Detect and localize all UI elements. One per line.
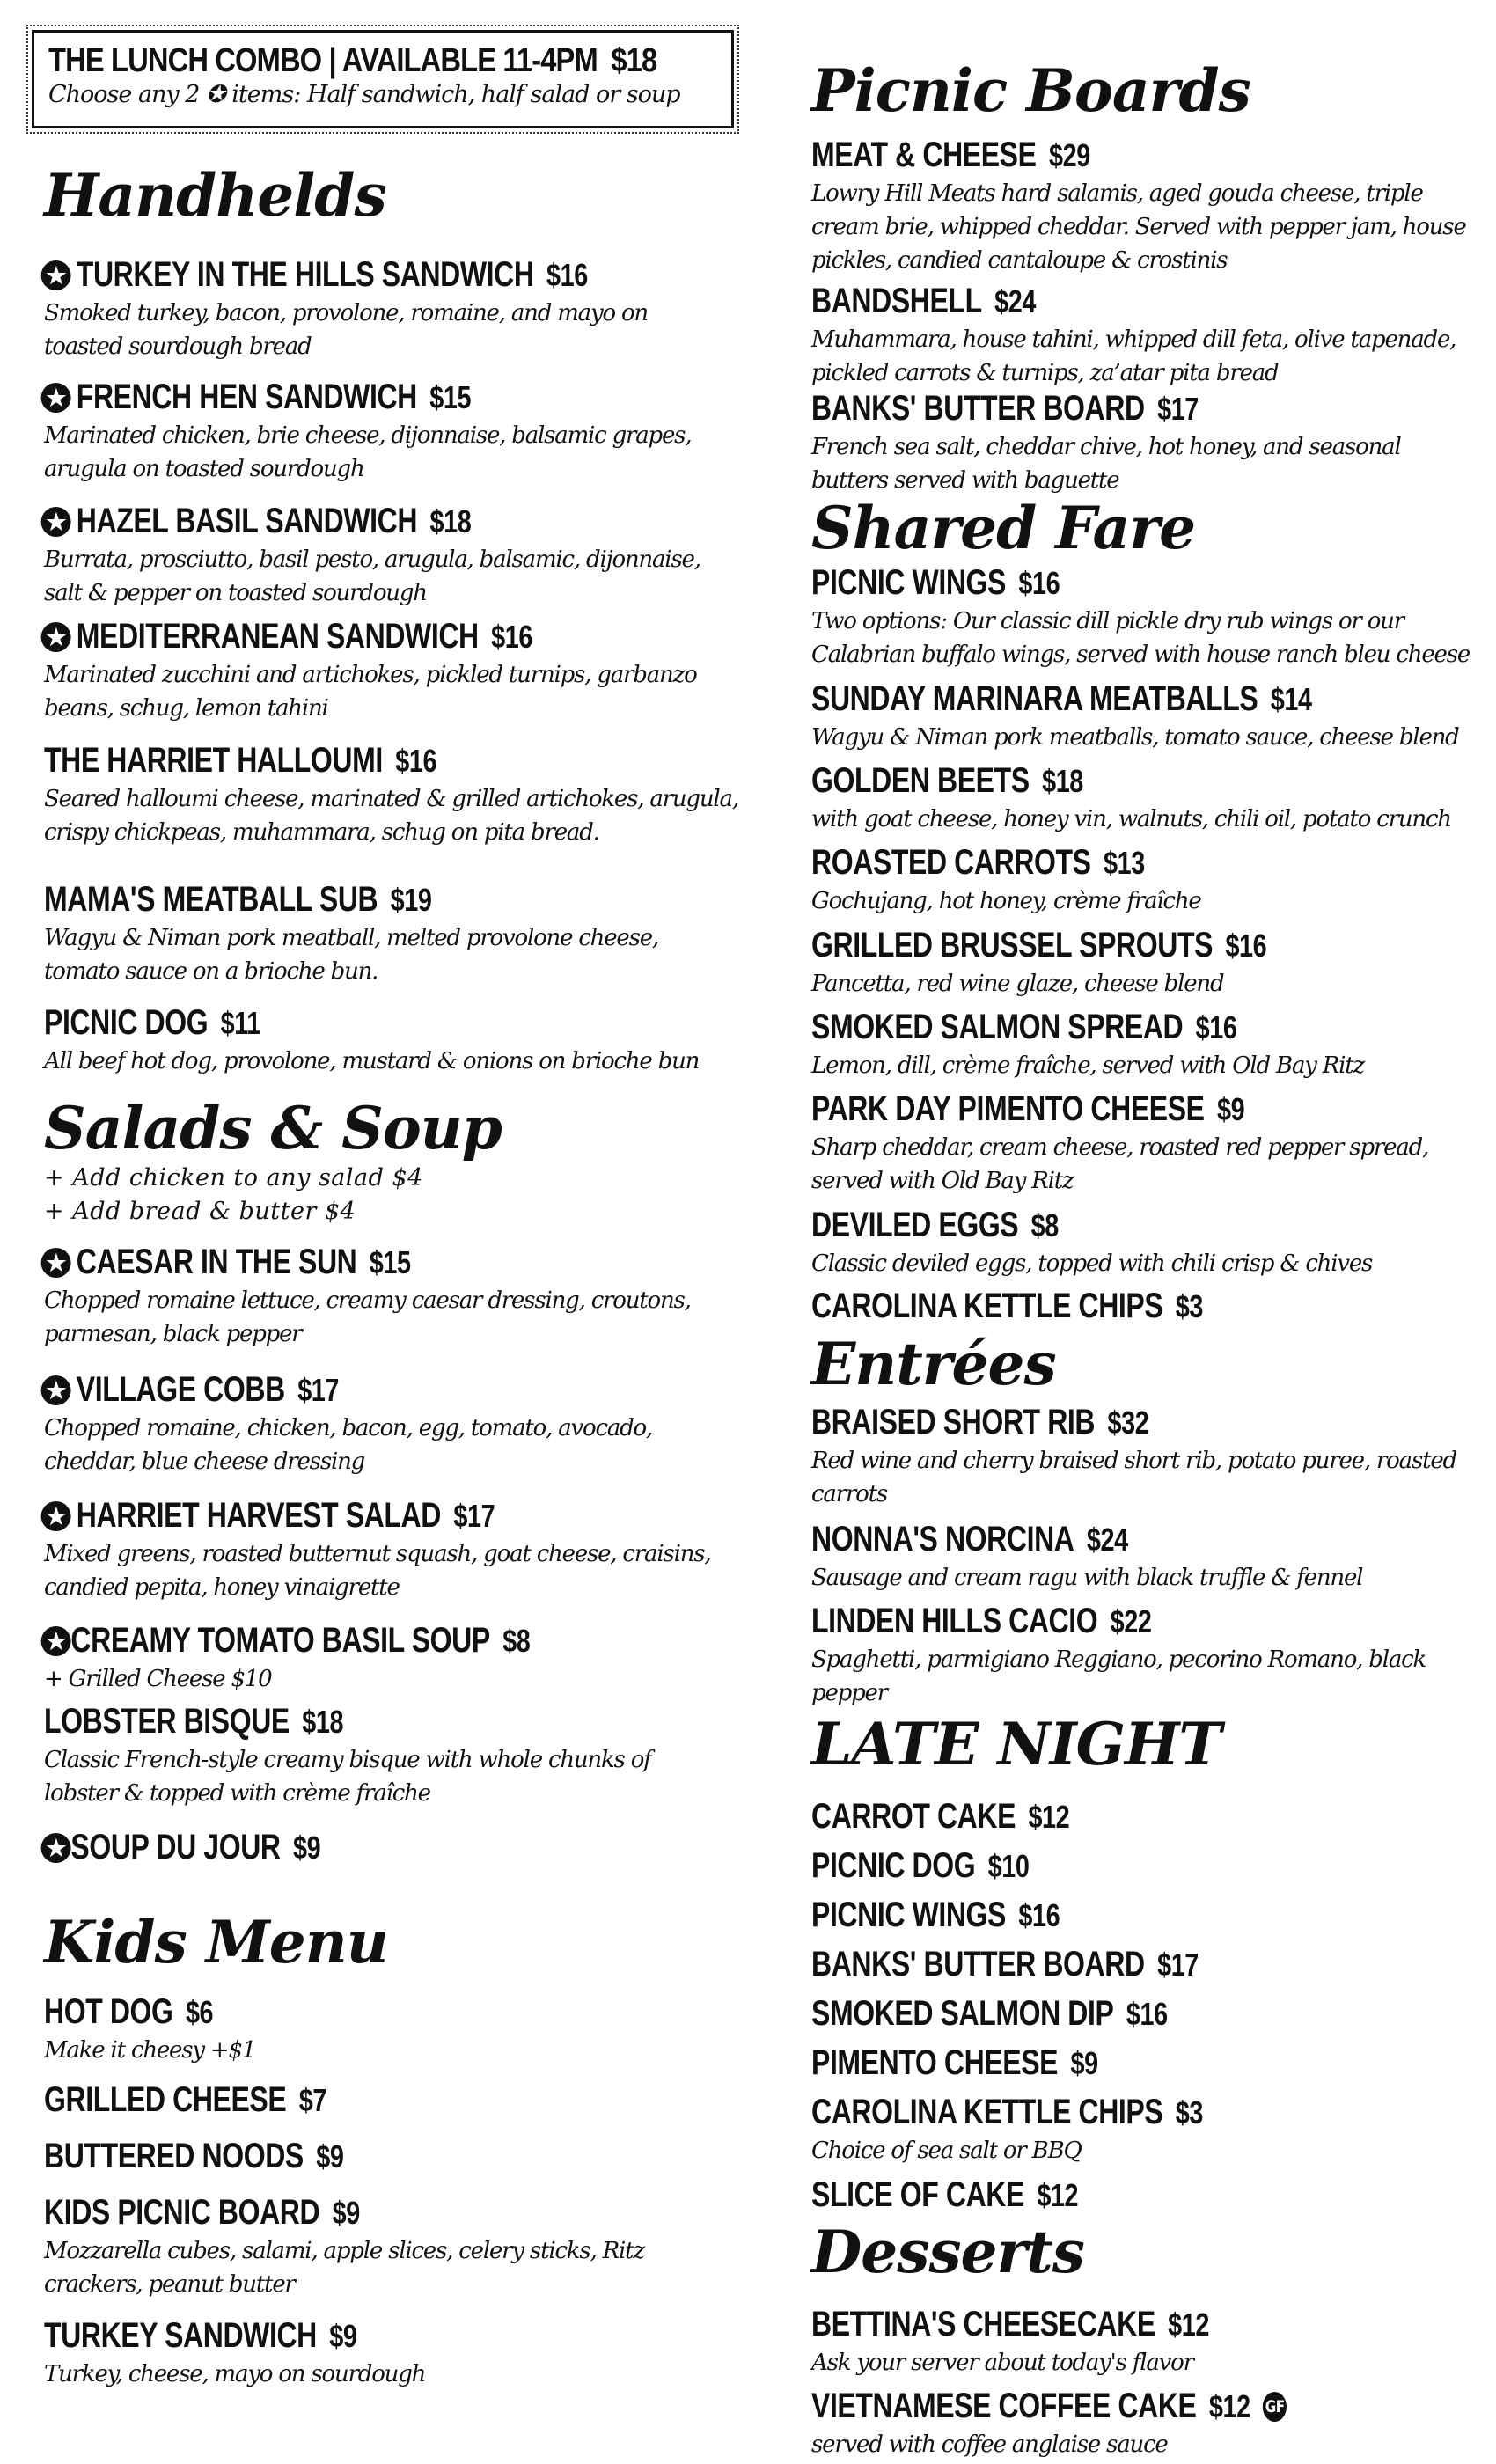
lunch-combo-title: THE LUNCH COMBO | AVAILABLE 11-4PM $18 [48, 42, 657, 79]
section-title-late-night: LATE NIGHT [811, 1710, 1221, 1778]
menu-item: NONNA'S NORCINA $24 Sausage and cream ragu with black truffle & fennel [811, 1520, 1363, 1591]
menu-item: ★ SOUP DU JOUR $9 [44, 1826, 390, 1869]
menu-item: TURKEY SANDWICH $9 Turkey, cheese, mayo on sourdough [44, 2316, 426, 2387]
menu-item: ROASTED CARROTS $13 Gochujang, hot honey, crème fraîche [811, 843, 1201, 914]
menu-item: GOLDEN BEETS $18 with goat cheese, honey vin, walnuts, chili oil, potato crunch [811, 761, 1451, 832]
lunch-combo-desc: Choose any 2 ✪ items: Half sandwich, half salad or soup [48, 81, 680, 108]
lunch-combo-price: $18 [611, 42, 657, 79]
salad-note: + Add bread & butter $4 [44, 1198, 356, 1225]
section-title-shared-fare: Shared Fare [811, 494, 1196, 562]
star-icon: ★ [41, 1501, 71, 1531]
star-icon: ★ [41, 622, 71, 652]
menu-item: PICNIC WINGS $16 [811, 1896, 1060, 1934]
menu-item: CAROLINA KETTLE CHIPS $3 [811, 1287, 1203, 1325]
menu-item: LINDEN HILLS CACIO $22 Spaghetti, parmigiano Reggiano, pecorino Romano, black pepper [811, 1602, 1426, 1706]
menu-item: KIDS PICNIC BOARD $9 Mozzarella cubes, salami, apple slices, celery sticks, Ritz crackers, peanut butter [44, 2193, 644, 2298]
section-title-salads-soup: Salads & Soup [44, 1094, 502, 1162]
star-icon: ★ [41, 1626, 71, 1656]
menu-item: BANKS' BUTTER BOARD $17 French sea salt, cheddar chive, hot honey, and seasonal butters served with baguette [811, 389, 1401, 494]
menu-item: PARK DAY PIMENTO CHEESE $9 Sharp cheddar, cream cheese, roasted red pepper spread, served with Old Bay Ritz [811, 1089, 1429, 1194]
salad-note: + Add chicken to any salad $4 [44, 1164, 423, 1192]
gluten-free-icon: GF [1263, 2392, 1287, 2422]
section-title-picnic-boards: Picnic Boards [811, 56, 1250, 125]
menu-item: PICNIC WINGS $16 Two options: Our classic dill pickle dry rub wings or our Calabrian buffalo wings, served with house ranch bleu cheese [811, 563, 1470, 668]
menu-item: ★ CREAMY TOMATO BASIL SOUP $8 + Grilled Cheese $10 [44, 1619, 652, 1696]
section-title-desserts: Desserts [811, 2218, 1084, 2286]
menu-item: ★ FRENCH HEN SANDWICH $15 Marinated chicken, brie cheese, dijonnaise, balsamic grapes, arugula on toasted sourdough [44, 376, 739, 486]
menu-item: THE HARRIET HALLOUMI $16 Seared halloumi cheese, marinated & grilled artichokes, arugula, crispy chickpeas, muhammara, schug on pita bread. [44, 741, 738, 846]
menu-item: MAMA'S MEATBALL SUB $19 Wagyu & Niman pork meatball, melted provolone cheese, tomato sauce on a brioche bun. [44, 880, 658, 985]
menu-item: MEAT & CHEESE $29 Lowry Hill Meats hard salamis, aged gouda cheese, triple cream brie, whipped cheddar. Served with pepper jam, house pickles, candied cantaloupe & crostinis [811, 136, 1466, 274]
menu-item: LOBSTER BISQUE $18 Classic French-style creamy bisque with whole chunks of lobster & topped with crème fraîche [44, 1702, 651, 1807]
section-title-kids-menu: Kids Menu [44, 1908, 388, 1976]
menu-item: BANDSHELL $24 Muhammara, house tahini, whipped dill feta, olive tapenade, pickled carrots & turnips, za’atar pita bread [811, 282, 1456, 386]
menu-item: ★ MEDITERRANEAN SANDWICH $16 Marinated zucchini and artichokes, pickled turnips, garbanzo beans, schug, lemon tahini [44, 615, 739, 725]
menu-item: GRILLED BRUSSEL SPROUTS $16 Pancetta, red wine glaze, cheese blend [811, 926, 1267, 997]
menu-item: PICNIC DOG $10 [811, 1846, 1030, 1885]
menu-item: BRAISED SHORT RIB $32 Red wine and cherry braised short rib, potato puree, roasted carrots [811, 1403, 1456, 1507]
section-title-handhelds: Handhelds [44, 161, 386, 230]
menu-item: HOT DOG $6 Make it cheesy +$1 [44, 1992, 256, 2064]
lunch-combo-box [26, 25, 739, 134]
menu-item: CARROT CAKE $12 [811, 1797, 1070, 1836]
menu-item: SUNDAY MARINARA MEATBALLS $14 Wagyu & Niman pork meatballs, tomato sauce, cheese blend [811, 679, 1459, 751]
star-icon: ✪ [206, 81, 225, 108]
menu-item: SMOKED SALMON SPREAD $16 Lemon, dill, crème fraîche, served with Old Bay Ritz [811, 1008, 1365, 1079]
menu-item: SLICE OF CAKE $12 [811, 2175, 1079, 2214]
menu-item: VIETNAMESE COFFEE CAKE $12 GF served with coffee anglaise sauce [811, 2385, 1405, 2461]
menu-item: ★ TURKEY IN THE HILLS SANDWICH $16 Smoked turkey, bacon, provolone, romaine, and mayo on toasted sourdough bread [44, 253, 723, 363]
menu-item: BUTTERED NOODS $9 [44, 2137, 344, 2175]
menu-item: BETTINA'S CHEESECAKE $12 Ask your server about today's flavor [811, 2305, 1210, 2376]
menu-item: PIMENTO CHEESE $9 [811, 2043, 1098, 2082]
menu-item: BANKS' BUTTER BOARD $17 [811, 1945, 1199, 1984]
star-icon: ★ [41, 260, 71, 290]
menu-item: ★ HARRIET HARVEST SALAD $17 Mixed greens, roasted butternut squash, goat cheese, craisins, candied pepita, honey vinaigrette [44, 1494, 713, 1604]
menu-item: ★ CAESAR IN THE SUN $15 Chopped romaine lettuce, creamy caesar dressing, croutons, parmesan, black pepper [44, 1241, 713, 1351]
menu-item: PICNIC DOG $11 All beef hot dog, provolone, mustard & onions on brioche bun [44, 1003, 700, 1074]
star-icon: ★ [41, 1248, 71, 1278]
star-icon: ★ [41, 1375, 71, 1405]
menu-item: SMOKED SALMON DIP $16 [811, 1994, 1168, 2033]
section-title-entrees: Entrées [811, 1330, 1056, 1398]
star-icon: ★ [41, 1833, 71, 1863]
menu-item: DEVILED EGGS $8 Classic deviled eggs, topped with chili crisp & chives [811, 1206, 1373, 1277]
menu-item: GRILLED CHEESE $7 [44, 2080, 326, 2119]
menu-item: ★ VILLAGE COBB $17 Chopped romaine, chicken, bacon, egg, tomato, avocado, cheddar, blue cheese dressing [44, 1368, 713, 1478]
star-icon: ★ [41, 383, 71, 413]
menu-item: ★ HAZEL BASIL SANDWICH $18 Burrata, prosciutto, basil pesto, arugula, balsamic, dijonnaise, salt & pepper on toasted sourdough [44, 500, 739, 610]
menu-item: CAROLINA KETTLE CHIPS $3 Choice of sea salt or BBQ [811, 2093, 1203, 2164]
star-icon: ★ [41, 507, 71, 537]
